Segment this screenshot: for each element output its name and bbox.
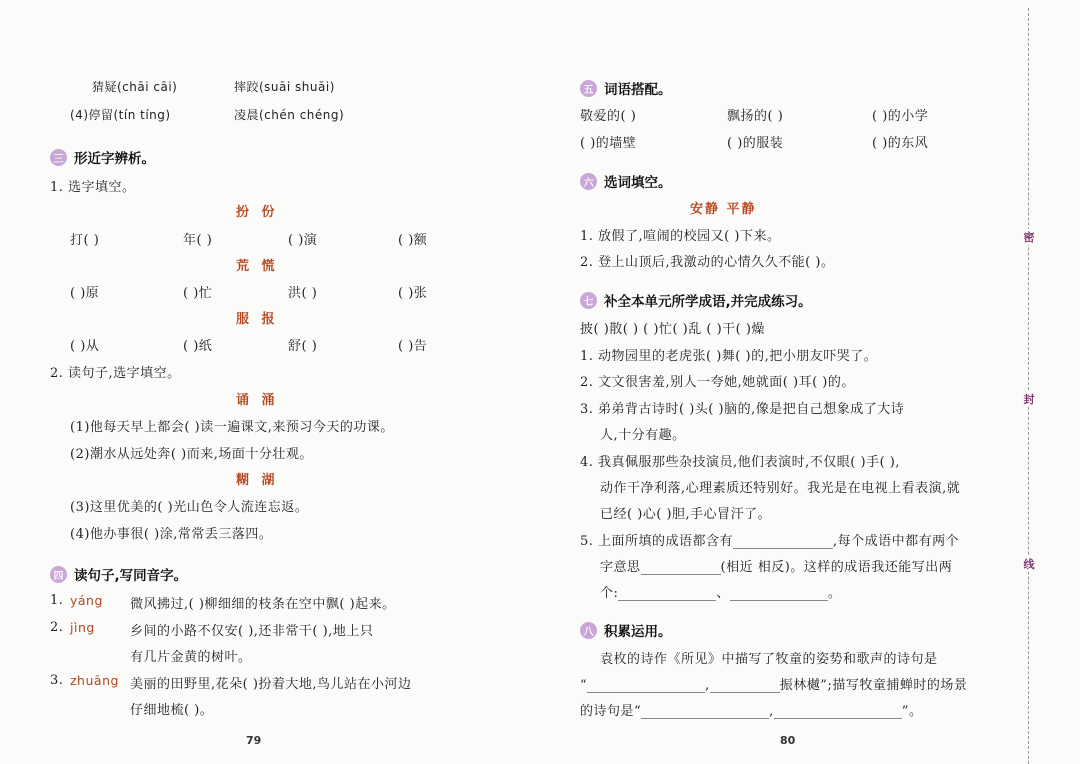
- fill-blank: 打( ): [70, 233, 100, 248]
- match-row-1: [580, 105, 1020, 123]
- section-4-header: [50, 564, 187, 584]
- seal-mark-mi: 密: [1023, 231, 1035, 244]
- sentence-2: (2)潮水从远处奔( )而来,场面十分壮观。: [70, 447, 313, 462]
- section-number-badge: 七: [580, 292, 597, 309]
- char-pair-3: 服 报: [236, 312, 279, 327]
- idiom-q4-cont2: 已经( )心( )胆,手心冒汗了。: [600, 507, 772, 522]
- answer-blank: [618, 600, 716, 601]
- section-3-header: [50, 147, 155, 167]
- poem-line-1: 袁枚的诗作《所见》中描写了牧童的姿势和歌声的诗句是: [600, 652, 938, 667]
- answer-blank: [730, 600, 828, 601]
- pinyin: jìng: [70, 620, 95, 635]
- word-choices: 安静 平静: [690, 202, 757, 217]
- section-number-badge: 五: [580, 80, 597, 97]
- question-2: 2. 读句子,选字填空。: [50, 366, 181, 381]
- homophone-3: [50, 673, 412, 692]
- fill-blank: ( )原: [70, 286, 100, 301]
- text: 5. 上面所填的成语都含有: [580, 534, 734, 549]
- idiom-q4: 4. 我真佩服那些杂技演员,他们表演时,不仅眼( )手( ),: [580, 455, 900, 470]
- text: 、: [716, 586, 730, 601]
- match-item: 敬爱的( ): [580, 109, 637, 124]
- sentence: 乡间的小路不仅安( ),还非常干( ),地上只: [130, 624, 374, 639]
- section-5-header: [580, 78, 672, 98]
- text: “: [580, 678, 588, 693]
- text: 振林樾”;描写牧童捕蝉时的场景: [779, 678, 968, 693]
- match-item: ( )的墙壁: [580, 136, 637, 151]
- idiom-blanks: 披( )散( ) ( )忙( )乱 ( )干( )燥: [580, 322, 765, 337]
- answer-blank: [641, 718, 769, 719]
- sentence-cont: 有几片金黄的树叶。: [130, 650, 252, 665]
- answer-blank: [641, 574, 721, 575]
- idiom-q1: 1. 动物园里的老虎张( )舞( )的,把小朋友吓哭了。: [580, 349, 878, 364]
- idiom-q2: 2. 文文很害羞,别人一夸她,她就面( )耳( )的。: [580, 375, 855, 390]
- section-number-badge: 四: [50, 566, 67, 583]
- item-number: 2.: [50, 620, 64, 635]
- word-ting: (4)停留(tín tíng): [70, 108, 171, 122]
- right-page: [540, 0, 1030, 764]
- seal-mark-feng: 封: [1023, 393, 1035, 406]
- fill-blank: ( )纸: [183, 339, 213, 354]
- poem-line-2: [580, 674, 967, 693]
- sentence: 微风拂过,( )柳细细的枝条在空中飘( )起来。: [130, 597, 396, 612]
- section-title: 读句子,写同音字。: [74, 568, 188, 584]
- section-number-badge: 六: [580, 173, 597, 190]
- match-item: ( )的服装: [727, 136, 784, 151]
- section-8-header: [580, 620, 672, 640]
- idiom-q5-cont: [600, 556, 952, 575]
- match-item: 飘扬的( ): [727, 109, 784, 124]
- idiom-q4-cont: 动作干净利落,心理素质还特别好。我光是在电视上看表演,就: [600, 481, 961, 496]
- answer-blank: [774, 718, 902, 719]
- word-chaicai: 猜疑(chāi cāi): [92, 80, 178, 94]
- idiom-q5: [580, 530, 959, 549]
- fill-blank: ( )告: [398, 339, 428, 354]
- seal-line: [1028, 8, 1029, 764]
- idiom-q5-cont2: [600, 582, 841, 601]
- answer-blank: [587, 692, 705, 693]
- fill-blank: 舒( ): [288, 339, 318, 354]
- fill-blank: ( )张: [398, 286, 428, 301]
- choice-sentence-1: 1. 放假了,喧闹的校园又( )下来。: [580, 229, 781, 244]
- item-number: 3.: [50, 673, 64, 688]
- left-page: [0, 0, 530, 764]
- homophone-1: [50, 593, 396, 612]
- char-pair-1: 扮 份: [236, 205, 279, 220]
- homophone-2: [50, 620, 374, 639]
- text: 。: [827, 586, 842, 601]
- text: ”。: [901, 704, 923, 719]
- idiom-q3-cont: 人,十分有趣。: [600, 428, 686, 443]
- choice-sentence-2: 2. 登上山顶后,我激动的心情久久不能( )。: [580, 255, 835, 270]
- text: (相近 相反)。这样的成语我还能写出两: [720, 560, 953, 575]
- sentence-cont: 仔细地梳( )。: [130, 703, 214, 718]
- section-7-header: [580, 290, 812, 310]
- fill-row-3: [70, 335, 470, 353]
- fill-blank: 年( ): [183, 233, 213, 248]
- pinyin: zhuāng: [70, 673, 119, 688]
- fill-blank: 洪( ): [288, 286, 318, 301]
- question-1: 1. 选字填空。: [50, 180, 136, 195]
- text: 的诗句是“: [580, 704, 642, 719]
- idiom-q3: 3. 弟弟背古诗时( )头( )脑的,像是把自己想象成了大诗: [580, 402, 905, 417]
- sentence-1: (1)他每天早上都会( )读一遍课文,来预习今天的功课。: [70, 420, 394, 435]
- section-title: 选词填空。: [604, 175, 672, 191]
- text: 个:: [600, 586, 619, 601]
- word-shuai: 摔跤(suāi shuāi): [234, 80, 335, 94]
- page-number: 79: [246, 734, 262, 747]
- poem-line-3: [580, 700, 922, 719]
- fill-row-1: [70, 229, 470, 247]
- text: ,每个成语中都有两个: [833, 534, 960, 549]
- section-number-badge: 八: [580, 622, 597, 639]
- section-title: 词语搭配。: [604, 82, 672, 98]
- fill-row-2: [70, 282, 470, 300]
- section-title: 积累运用。: [604, 624, 672, 640]
- text: ,: [705, 678, 710, 693]
- seal-mark-xian: 线: [1023, 558, 1035, 571]
- answer-blank: [733, 548, 833, 549]
- sentence-4: (4)他办事很( )涂,常常丢三落四。: [70, 527, 273, 542]
- page-number: 80: [780, 734, 796, 747]
- match-row-2: [580, 132, 1020, 150]
- text: 字意思: [600, 560, 641, 575]
- section-title: 补全本单元所学成语,并完成练习。: [604, 294, 812, 310]
- fill-blank: ( )忙: [183, 286, 213, 301]
- item-number: 1.: [50, 593, 64, 608]
- section-6-header: [580, 171, 672, 191]
- text: ,: [769, 704, 774, 719]
- fill-blank: ( )从: [70, 339, 100, 354]
- fill-blank: ( )额: [398, 233, 428, 248]
- char-pair-4: 诵 涌: [236, 393, 279, 408]
- section-number-badge: 三: [50, 149, 67, 166]
- word-chen: 凌晨(chén chéng): [234, 108, 345, 122]
- pinyin: yáng: [70, 593, 103, 608]
- char-pair-5: 糊 湖: [236, 473, 279, 488]
- char-pair-2: 荒 慌: [236, 259, 279, 274]
- match-item: ( )的小学: [872, 109, 929, 124]
- answer-blank: [710, 692, 780, 693]
- section-title: 形近字辨析。: [74, 151, 155, 167]
- sentence-3: (3)这里优美的( )光山色令人流连忘返。: [70, 500, 309, 515]
- match-item: ( )的东风: [872, 136, 929, 151]
- sentence: 美丽的田野里,花朵( )扮着大地,鸟儿站在小河边: [130, 677, 412, 692]
- fill-blank: ( )演: [288, 233, 318, 248]
